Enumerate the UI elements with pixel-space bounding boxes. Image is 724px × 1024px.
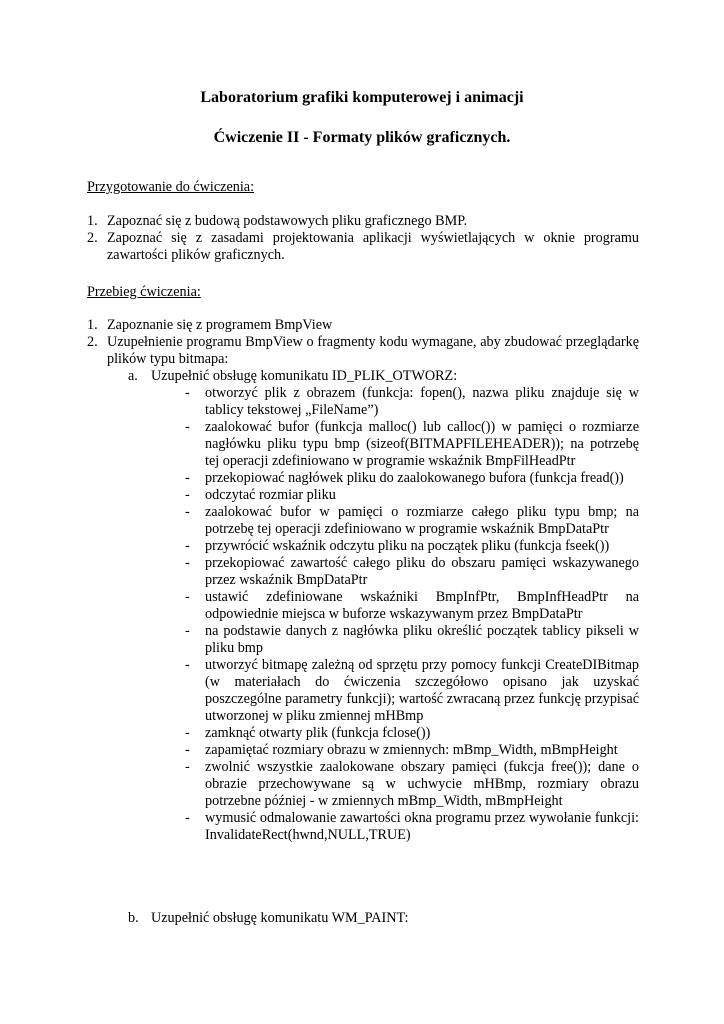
step-text: na podstawie danych z nagłówka pliku określić początek tablicy pikseli w pliku bmp [205, 623, 639, 656]
step-item [182, 657, 639, 725]
step-text: wymusić odmalowanie zawartości okna programu przez wywołanie funkcji: InvalidateRect(hwnd,NULL,TRUE) [205, 810, 639, 843]
item-text: Zapoznać się z budową podstawowych pliku graficznego BMP. [107, 213, 468, 229]
step-item [182, 555, 639, 589]
step-text: przywrócić wskaźnik odczytu pliku na początek pliku (funkcja fseek()) [205, 538, 610, 554]
list-item [87, 213, 639, 230]
dash-marker: - [185, 589, 190, 605]
step-item [182, 504, 639, 538]
dash-marker: - [185, 487, 190, 503]
item-number: 1. [87, 213, 98, 229]
step-text: zamknąć otwarty plik (funkcja fclose()) [205, 725, 431, 741]
dash-marker: - [185, 385, 190, 401]
item-number: 2. [87, 334, 98, 350]
step-text: zaalokować bufor (funkcja malloc() lub calloc()) w pamięci o rozmiarze nagłówku pliku typu bmp (sizeof(BITMAPFILEHEADER)); na potrzebę tej operacji zdefiniowano w programie wskaźnik BmpFilHeadPtr [205, 419, 639, 469]
item-number: 1. [87, 317, 98, 333]
subsection-text: Uzupełnić obsługę komunikatu ID_PLIK_OTWORZ: [151, 368, 458, 384]
dash-marker: - [185, 504, 190, 520]
step-text: odczytać rozmiar pliku [205, 487, 336, 503]
list-item [87, 230, 639, 264]
course-heading: Przebieg ćwiczenia: [87, 284, 201, 300]
dash-marker: - [185, 759, 190, 775]
course-list [87, 317, 639, 368]
dash-marker: - [185, 470, 190, 486]
dash-marker: - [185, 810, 190, 826]
step-item [182, 589, 639, 623]
subsection-text: Uzupełnić obsługę komunikatu WM_PAINT: [151, 910, 409, 926]
step-text: zapamiętać rozmiary obrazu w zmiennych: mBmp_Width, mBmpHeight [205, 742, 618, 758]
subsection-letter: a. [128, 368, 138, 384]
item-text: Zapoznać się z zasadami projektowania aplikacji wyświetlających w oknie programu zawartości plików graficznych. [107, 230, 639, 263]
dash-marker: - [185, 657, 190, 673]
dash-marker: - [185, 555, 190, 571]
step-text: ustawić zdefiniowane wskaźniki BmpInfPtr, BmpInfHeadPtr na odpowiednie miejsca w buforze wskazywanym przez BmpDataPtr [205, 589, 639, 622]
dash-marker: - [185, 725, 190, 741]
step-item [182, 419, 639, 470]
item-number: 2. [87, 230, 98, 246]
document-title: Laboratorium grafiki komputerowej i animacji [200, 89, 524, 106]
step-item [182, 385, 639, 419]
step-item [182, 538, 639, 555]
steps-list [182, 385, 639, 844]
item-text: Uzupełnienie programu BmpView o fragmenty kodu wymagane, aby zbudować przeglądarkę plików typu bitmapa: [107, 334, 639, 367]
dash-marker: - [185, 742, 190, 758]
preparation-list [87, 213, 639, 264]
step-item [182, 487, 639, 504]
subsection-letter: b. [128, 910, 139, 926]
list-item [87, 334, 639, 368]
item-text: Zapoznanie się z programem BmpView [107, 317, 333, 333]
dash-marker: - [185, 419, 190, 435]
exercise-title: Ćwiczenie II - Formaty plików graficznych. [213, 129, 511, 146]
step-text: przekopiować zawartość całego pliku do obszaru pamięci wskazywanego przez wskaźnik BmpDataPtr [205, 555, 639, 588]
dash-marker: - [185, 623, 190, 639]
step-text: utworzyć bitmapę zależną od sprzętu przy pomocy funkcji CreateDIBitmap (w materiałach do ćwiczenia szczegółowo opisano jak uzyskać poszczególne parametry funkcji); wartość zwracaną przez funkcję przypisać utworzonej w pliku zmiennej mHBmp [205, 657, 639, 724]
step-text: przekopiować nagłówek pliku do zaalokowanego bufora (funkcja fread()) [205, 470, 624, 486]
list-item [87, 317, 639, 334]
step-item [182, 623, 639, 657]
step-item [182, 742, 639, 759]
step-item [182, 810, 639, 844]
dash-marker: - [185, 538, 190, 554]
step-item [182, 470, 639, 487]
step-item [182, 725, 639, 742]
preparation-heading: Przygotowanie do ćwiczenia: [87, 179, 255, 195]
step-text: zaalokować bufor w pamięci o rozmiarze całego pliku typu bmp; na potrzebę tej operacji zdefiniowano w programie wskaźnik BmpDataPtr [205, 504, 639, 537]
step-item [182, 759, 639, 810]
step-text: otworzyć plik z obrazem (funkcja: fopen(), nazwa pliku znajduje się w tablicy tekstowej „FileName”) [205, 385, 639, 418]
step-text: zwolnić wszystkie zaalokowane obszary pamięci (fukcja free()); dane o obrazie przechowywane są w uchwycie mHBmp, rozmiary obrazu potrzebne później - w zmiennych mBmp_Width, mBmpHeight [205, 759, 639, 809]
